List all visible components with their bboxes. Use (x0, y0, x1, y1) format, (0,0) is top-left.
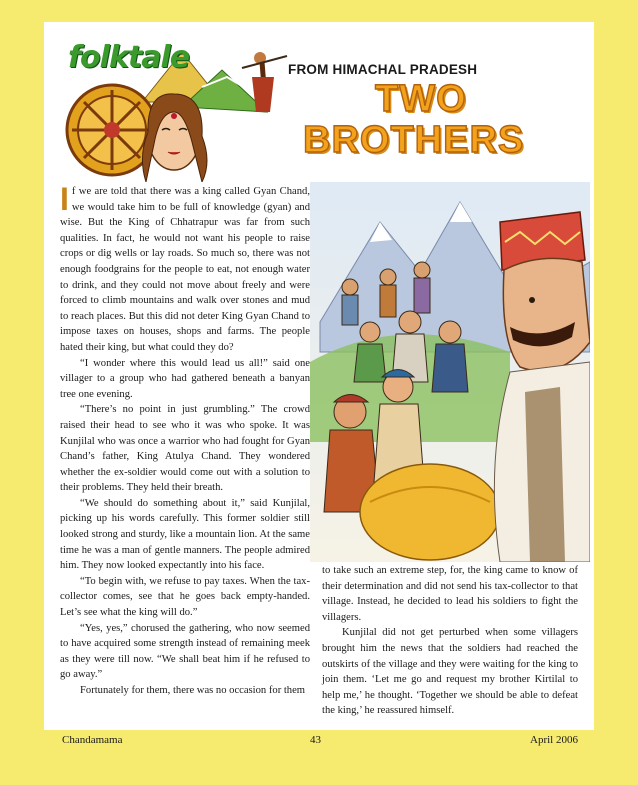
footer-magazine-name: Chandamama (62, 734, 123, 746)
paragraph: Kunjilal did not get perturbed when some villagers brought him the news that the soldiers had reached the outskirts of the village and they were waiting for the king to join them. ‘Let me go and request my brother Kirtilal to help me,’ he thought. ‘Together we should be able to defeat the king,’ he reassured himself. (322, 627, 578, 717)
paragraph: Fortunately for them, there was no occasion for them (80, 685, 306, 696)
region-subtitle: FROM HIMACHAL PRADESH (288, 62, 478, 77)
paragraph (60, 181, 310, 356)
paragraph: “There’s no point in just grumbling.” The crowd raised their head to see who it was who spoke. It was Kunjilal who was once a warrior who had fought for Gyan Chand’s father, King Atulya Chand. They wondered whether the ex-soldier would come out with a solution to their problems. They held their breath. (60, 404, 310, 494)
villagers-illustration (310, 182, 590, 562)
footer-page-number: 43 (310, 734, 321, 746)
paragraph-text: f we are told that there was a king called Gyan Chand, we would take him to be full of knowledge (gyan) and wise. But the King of Chhatrapur was far from such qualities. In fact, he would not want his people to raise crops or dig wells or lay roads. So much so, there was not enough foodgrains for the people to eat, not enough water to drink, and they could not move about freely and were forced to climb mountains and walk over stones and mud to reach places. But this did not deter King Gyan Chand to impose taxes on houses, shops and farms. The people hated their king, but what could they do? (60, 186, 310, 353)
paragraph: “We should do something about it,” said Kunjilal, picking up his words carefully. This former soldier still looked strong and sturdy, like a mountain lion. At the same time he was a man of gentle manners. The people admired him. They now looked expectantly into his face. (60, 497, 310, 572)
story-title-line-1: TWO (375, 78, 467, 120)
story-left-column (60, 181, 310, 699)
paragraph: “To begin with, we refuse to pay taxes. When the tax-collector comes, see that he goes back empty-handed. Let’s see what the king will do.” (60, 575, 310, 619)
drop-cap: I (60, 181, 69, 217)
paragraph: to take such an extreme step, for, the king came to know of their determination and did not send his tax-collector to that village. Instead, he decided to lead his soldiers to fight the villagers. (322, 565, 578, 623)
story-right-column (322, 563, 578, 719)
paragraph: “Yes, yes,” chorused the gathering, who now seemed to have acquired some strength instead of remaining meek as they were till now. “We shall beat him if he refused to go away.” (60, 622, 310, 681)
folktale-logo-word: folktale (68, 40, 190, 75)
footer-issue-date: April 2006 (530, 734, 578, 746)
paragraph: “I wonder where this would lead us all!” said one villager to a group who had gathered beneath a banyan tree one evening. (60, 357, 310, 400)
story-title-line-2: BROTHERS (303, 119, 525, 161)
